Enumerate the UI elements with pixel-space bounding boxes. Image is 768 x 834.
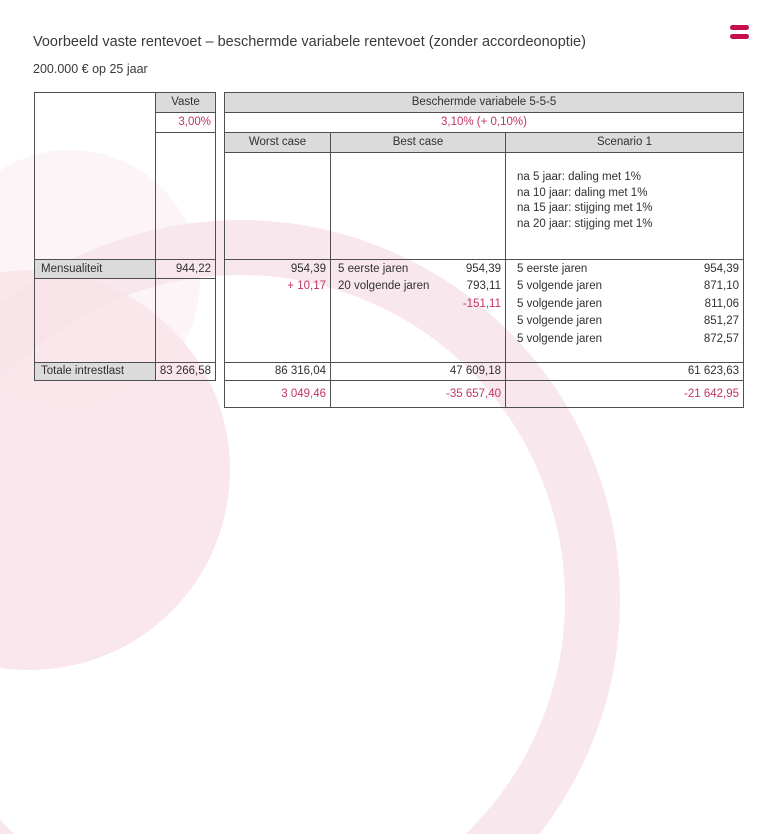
worst-case-mensuality-cell (224, 259, 331, 363)
mensuality-line-label: 5 volgende jaren (517, 297, 603, 310)
mensuality-line-value: 871,10 (703, 280, 739, 293)
worst-case-header: Worst case (224, 132, 331, 153)
scenario1-mensuality-cell (505, 259, 744, 363)
row-label-mensuality: Mensualiteit (34, 259, 156, 279)
worst-case-difference-cell: 3 049,46 (224, 380, 331, 408)
scenario1-description-line: na 20 jaar: stijging met 1% (517, 217, 653, 230)
mensuality-line-value: 954,39 (703, 263, 739, 275)
best-case-mensuality-cell (330, 259, 506, 363)
mensuality-line (331, 278, 505, 295)
mensuality-line (225, 261, 330, 278)
scenario1-description-cell (505, 152, 744, 260)
mensuality-line-value: 851,27 (703, 315, 739, 328)
row-label-spacer-cell (34, 278, 156, 363)
mensuality-line-label: 20 volgende jaren (338, 280, 430, 293)
best-case-total-interest-cell: 47 609,18 (330, 362, 506, 381)
mensuality-line-value: -151,11 (462, 297, 501, 310)
variable-block-header: Beschermde variabele 5-5-5 (224, 92, 744, 113)
mensuality-line-value: 954,39 (290, 263, 326, 275)
best-case-spacer-cell (330, 152, 506, 260)
mensuality-line-label: 5 volgende jaren (517, 280, 603, 293)
mensuality-line (506, 313, 743, 330)
fixed-rate-cell: 3,00% (155, 112, 216, 133)
mensuality-line-label: 5 eerste jaren (517, 263, 588, 275)
fixed-column-header: Vaste (155, 92, 216, 113)
scenario1-header: Scenario 1 (505, 132, 744, 153)
scenario1-difference-cell: -21 642,95 (505, 380, 744, 408)
worst-case-total-interest-cell: 86 316,04 (224, 362, 331, 381)
mensuality-line-value: 872,57 (703, 332, 739, 345)
row-label-spacer-cell (34, 92, 156, 260)
mensuality-line-value: 793,11 (466, 280, 501, 293)
scenario1-total-interest-cell: 61 623,63 (505, 362, 744, 381)
mensuality-line-value: 811,06 (704, 297, 739, 310)
fixed-spacer-cell (155, 132, 216, 260)
variable-rate-cell: 3,10% (+ 0,10%) (224, 112, 744, 133)
fixed-total-interest-cell: 83 266,58 (155, 362, 216, 381)
scenario1-description-line: na 15 jaar: stijging met 1% (517, 202, 653, 214)
mensuality-line-value: + 10,17 (287, 280, 326, 293)
mensuality-line-label: 5 volgende jaren (517, 315, 603, 328)
scenario1-description-line: na 10 jaar: daling met 1% (517, 186, 648, 199)
page-subtitle: 200.000 € op 25 jaar (33, 62, 148, 76)
fixed-spacer-cell (155, 278, 216, 363)
mensuality-line (506, 261, 743, 278)
mensuality-line-value: 954,39 (465, 263, 501, 275)
mensuality-line (331, 261, 505, 278)
mensuality-line (506, 331, 743, 348)
mensuality-line-label: 5 eerste jaren (338, 263, 409, 275)
mensuality-line-label: 5 volgende jaren (517, 332, 603, 345)
best-case-header: Best case (330, 132, 506, 153)
mensuality-line (506, 296, 743, 313)
menu-bar-icon (730, 25, 749, 30)
row-label-total-interest: Totale intrestlast (34, 362, 156, 381)
hamburger-menu-button[interactable] (725, 17, 753, 43)
mensuality-line (331, 296, 505, 313)
menu-bar-icon (730, 34, 749, 39)
best-case-difference-cell: -35 657,40 (330, 380, 506, 408)
mensuality-line (225, 278, 330, 295)
worst-case-spacer-cell (224, 152, 331, 260)
mensuality-line (506, 278, 743, 295)
fixed-mensuality-cell: 944,22 (155, 259, 216, 279)
scenario1-description-line: na 5 jaar: daling met 1% (517, 171, 642, 183)
page-title: Voorbeeld vaste rentevoet – beschermde variabele rentevoet (zonder accordeonoptie) (33, 34, 586, 50)
